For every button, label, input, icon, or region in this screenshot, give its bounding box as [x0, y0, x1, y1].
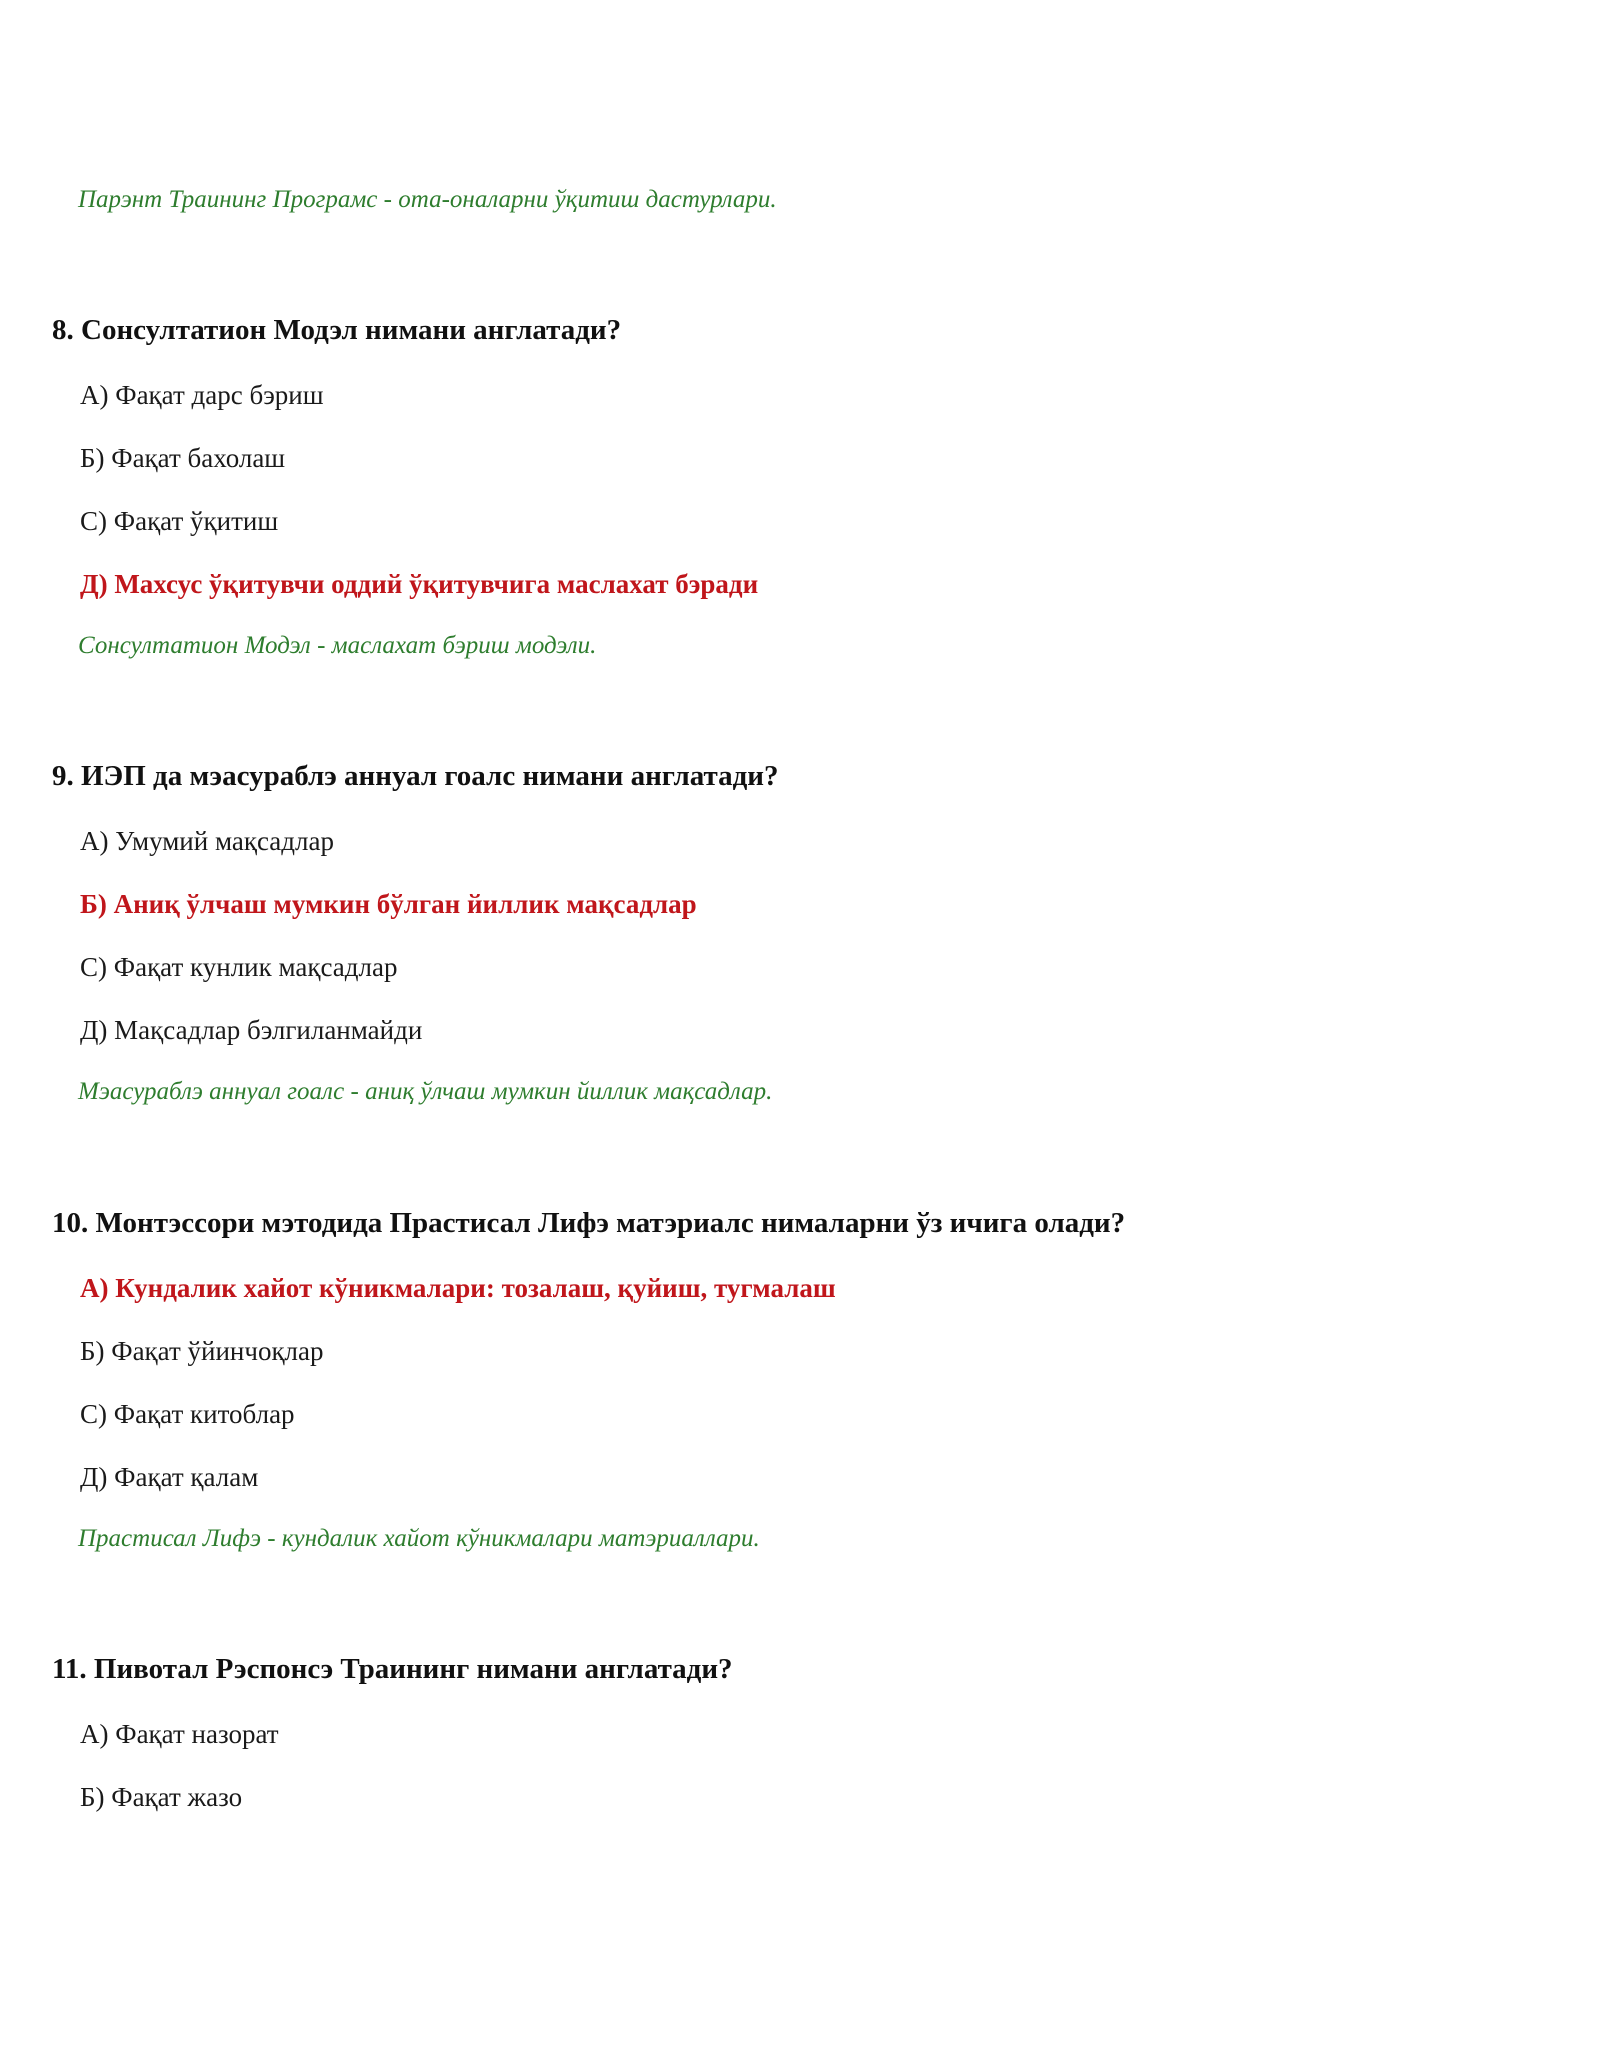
question-10-option-b: Б) Фақат ўйинчоқлар — [80, 1336, 324, 1366]
question-10-explanation: Прастисал Лифэ - кундалик хайот кўникмалари матэриаллари. — [78, 1525, 760, 1552]
question-9-explanation: Мэасураблэ аннуал гоалс - аниқ ўлчаш мумкин йиллик мақсадлар. — [78, 1078, 773, 1105]
question-9-option-a: А) Умумий мақсадлар — [80, 826, 334, 856]
question-8-explanation: Сонсултатион Модэл - маслахат бэриш модэли. — [78, 632, 597, 659]
question-8-option-d-correct: Д) Махсус ўқитувчи оддий ўқитувчига маслахат бэради — [80, 569, 759, 599]
question-10-option-d: Д) Фақат қалам — [80, 1462, 259, 1492]
question-9-title: 9. ИЭП да мэасураблэ аннуал гоалс нимани англатади? — [52, 760, 779, 792]
question-8-option-b: Б) Фақат бахолаш — [80, 443, 286, 473]
question-9-option-b-correct: Б) Аниқ ўлчаш мумкин бўлган йиллик мақсадлар — [80, 889, 697, 919]
question-10-option-c: С) Фақат китоблар — [80, 1399, 295, 1429]
question-8-option-c: С) Фақат ўқитиш — [80, 506, 279, 536]
question-11-option-a: А) Фақат назорат — [80, 1719, 279, 1749]
question-8-title: 8. Сонсултатион Модэл нимани англатади? — [52, 314, 622, 346]
question-8-option-a: А) Фақат дарс бэриш — [80, 380, 324, 410]
question-9-option-d: Д) Мақсадлар бэлгиланмайди — [80, 1015, 423, 1045]
question-9-option-c: С) Фақат кунлик мақсадлар — [80, 952, 398, 982]
intro-explanation: Парэнт Траининг Програмс - ота-оналарни ўқитиш дастурлари. — [78, 186, 777, 213]
question-10-title: 10. Монтэссори мэтодида Прастисал Лифэ матэриалс нималарни ўз ичига олади? — [52, 1207, 1126, 1239]
question-11-option-b: Б) Фақат жазо — [80, 1782, 243, 1812]
question-10-option-a-correct: А) Кундалик хайот кўникмалари: тозалаш, қуйиш, тугмалаш — [80, 1273, 836, 1303]
question-11-title: 11. Пивотал Рэспонсэ Траининг нимани англатади? — [52, 1653, 733, 1685]
